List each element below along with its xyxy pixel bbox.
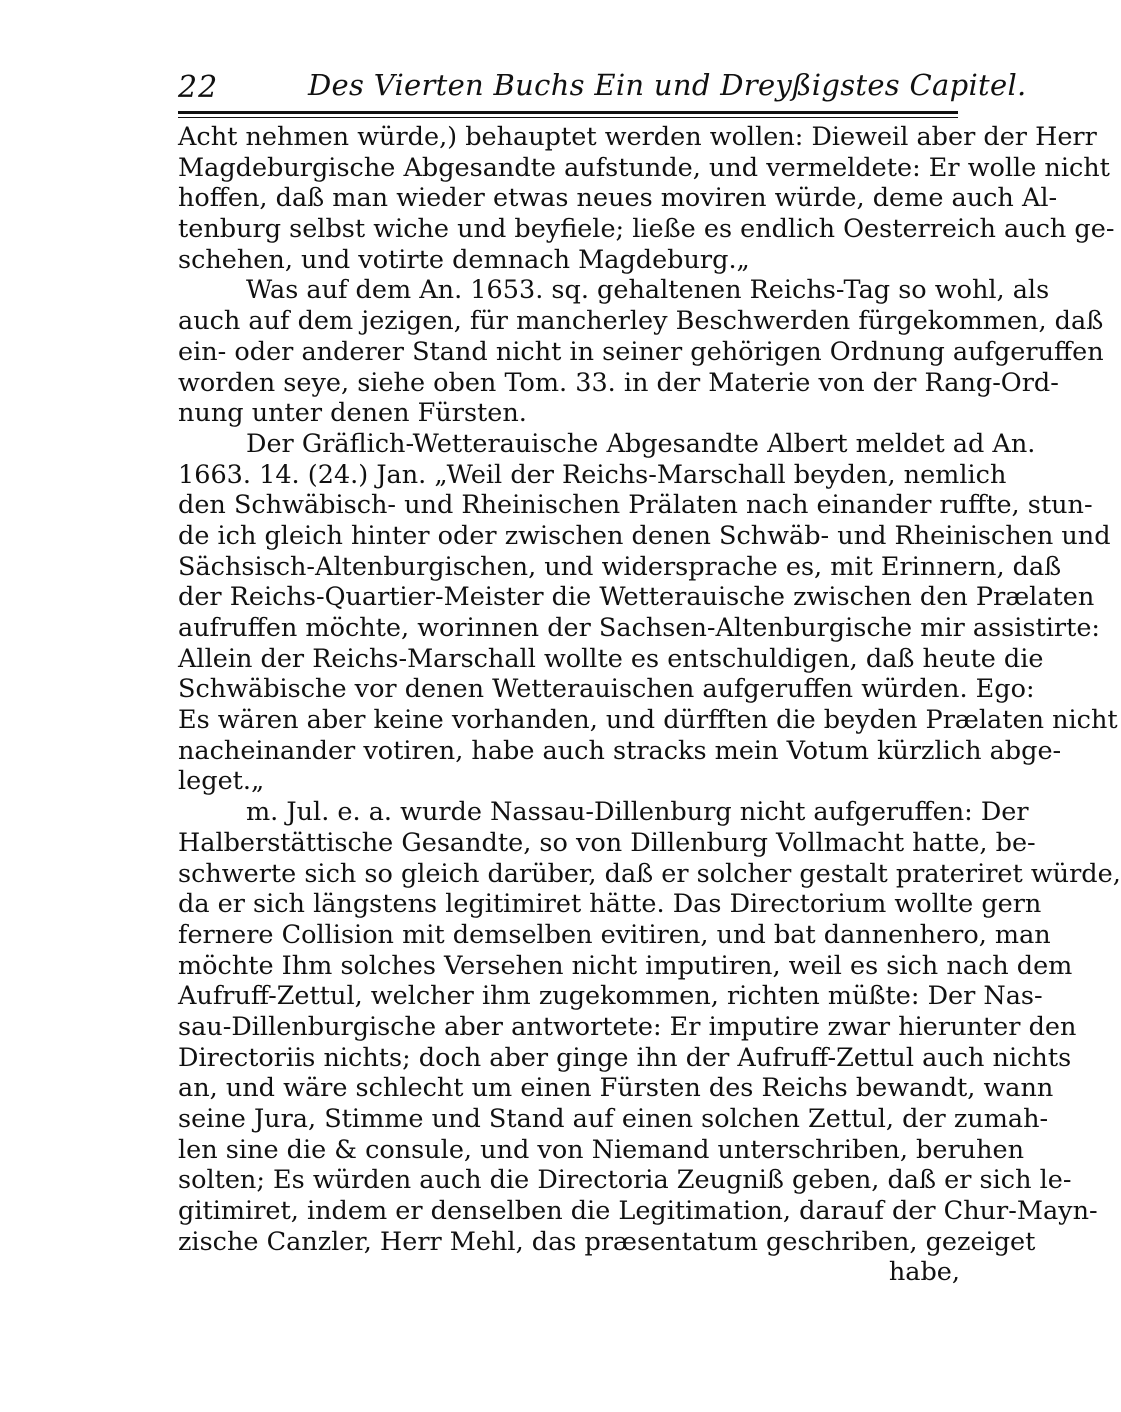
text-line: Der Gräflich-Wetterauische Abgesandte Albert meldet ad An. [246,428,1036,459]
text-line: len sine die & consule, und von Niemand unterschriben, beruhen [178,1134,1025,1165]
text-line: sau-Dillenburgische aber antwortete: Er imputire zwar hierunter den [178,1011,1077,1042]
text-line: Magdeburgische Abgesandte aufstunde, und vermeldete: Er wolle nicht [178,152,1110,183]
text-line: zische Canzler, Herr Mehl, das præsentatum geschriben, gezeiget [178,1226,1036,1257]
text-line: der Reichs-Quartier-Meister die Wetterauische zwischen den Prælaten [178,582,1095,613]
text-line: den Schwäbisch- und Rheinischen Prälaten nach einander ruffte, stun- [178,490,1093,521]
text-line: habe, [888,1257,960,1288]
text-line: de ich gleich hinter oder zwischen denen Schwäb- und Rheinischen und [178,520,1111,551]
header-rule [178,111,958,114]
text-line: Was auf dem An. 1653. sq. gehaltenen Reichs-Tag so wohl, als [246,275,1050,306]
text-line: Sächsisch-Altenburgischen, und widersprache es, mit Erinnern, daß [178,551,1062,582]
text-line: gitimiret, indem er denselben die Legitimation, darauf der Chur-Mayn- [178,1196,1098,1227]
text-line: möchte Ihm solches Versehen nicht imputiren, weil es sich nach dem [178,950,1073,981]
text-line: ein- oder anderer Stand nicht in seiner gehörigen Ordnung aufgeruffen [178,336,1104,367]
text-line: tenburg selbst wiche und beyfiele; ließe es endlich Oesterreich auch ge- [178,214,1115,245]
text-line: m. Jul. e. a. wurde Nassau-Dillenburg nicht aufgeruffen: Der [246,797,1029,828]
text-line: an, und wäre schlecht um einen Fürsten des Reichs bewandt, wann [178,1073,1054,1104]
text-line: schehen, und votirte demnach Magdeburg.„ [178,244,750,275]
text-line: Aufruff-Zettul, welcher ihm zugekommen, richten müßte: Der Nas- [178,981,1043,1012]
text-line: Allein der Reichs-Marschall wollte es entschuldigen, daß heute die [178,643,1044,674]
running-title: Des Vierten Buchs Ein und Dreyßigstes Capitel. [308,68,1027,102]
text-line: nacheinander votiren, habe auch stracks mein Votum kürzlich abge- [178,735,1062,766]
text-line: leget.„ [178,766,265,797]
header-rule-thin [178,117,958,118]
text-line: seine Jura, Stimme und Stand auf einen solchen Zettul, der zumah- [178,1104,1049,1134]
text-line: 1663. 14. (24.) Jan. „Weil der Reichs-Marschall beyden, nemlich [178,459,1007,490]
text-line: fernere Collision mit demselben evitiren, und bat dannenhero, man [178,919,1051,950]
text-line: aufruffen möchte, worinnen der Sachsen-Altenburgische mir assistirte: [178,613,1100,643]
text-line: da er sich längstens legitimiret hätte. Das Directorium wollte gern [178,889,1042,920]
page-header [178,66,1027,110]
text-line: Acht nehmen würde,) behauptet werden wollen: Dieweil aber der Herr [178,122,1097,152]
text-line: auch auf dem jezigen, für mancherley Beschwerden fürgekommen, daß [178,306,1104,337]
body-text [178,122,1121,1288]
page-number: 22 [178,70,219,105]
text-line: Halberstättische Gesandte, so von Dillenburg Vollmacht hatte, be- [178,827,1036,858]
text-line: Schwäbische vor denen Wetterauischen aufgeruffen würden. Ego: [178,674,1035,705]
text-line: worden seye, siehe oben Tom. 33. in der Materie von der Rang-Ord- [178,367,1059,398]
text-line: solten; Es würden auch die Directoria Zeugniß geben, daß er sich le- [178,1165,1072,1196]
text-line: hoffen, daß man wieder etwas neues moviren würde, deme auch Al- [178,183,1058,214]
text-line: Directoriis nichts; doch aber ginge ihn der Aufruff-Zettul auch nichts [178,1042,1072,1073]
text-line: schwerte sich so gleich darüber, daß er solcher gestalt prateriret würde, [178,858,1121,889]
text-line: Es wären aber keine vorhanden, und dürfften die beyden Prælaten nicht [178,705,1118,736]
text-line: nung unter denen Fürsten. [178,398,527,429]
